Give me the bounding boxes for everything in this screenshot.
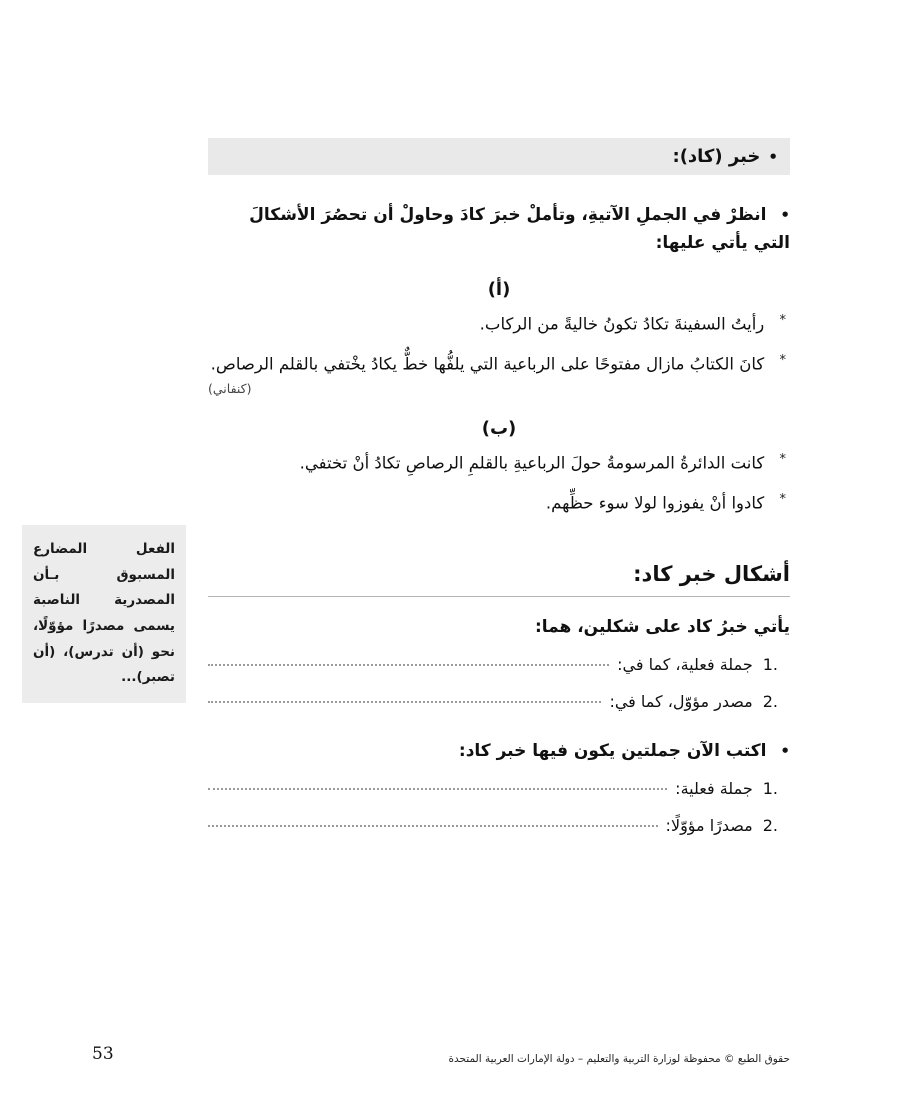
exercise-lead-text: اكتب الآن جملتين يكون فيها خبر كاد:	[458, 741, 767, 762]
bullet-marker: •	[780, 742, 790, 761]
example-sentence-text: كانت الدائرةُ المرسومةُ حولَ الرباعيةِ بالقلمِ الرصاصِ تكادُ أنْ تختفي.	[299, 453, 765, 473]
answer-blank-line[interactable]	[208, 825, 658, 827]
item-label: جملة فعلية، كما في:	[617, 655, 753, 675]
answer-blank-line[interactable]	[208, 664, 609, 666]
section-header-title: خبر (كاد):	[672, 146, 761, 167]
group-a-label: (أ)	[487, 279, 511, 301]
item-number: 2.	[762, 692, 778, 712]
forms-section-lead: يأتي خبرُ كاد على شكلين، هما:	[534, 617, 790, 638]
group-b-label: (ب)	[481, 418, 517, 440]
intro-line	[208, 201, 790, 257]
asterisk-marker: *	[779, 352, 786, 368]
list-item	[208, 779, 790, 798]
section-divider	[208, 596, 790, 597]
copyright-footer: حقوق الطبع © محفوظة لوزارة التربية والتعليم – دولة الإمارات العربية المتحدة	[448, 1053, 790, 1065]
list-item	[208, 816, 790, 835]
item-number: 1.	[762, 655, 778, 675]
exercise-lead-line	[208, 741, 790, 761]
example-sentence	[208, 350, 790, 380]
margin-note-box: الفعل المضارع المسبوق بـأن المصدرية الناصبة يسمى مصدرًا مؤوّلًا، نحو (أن تدرس)، (أن تصبر)...	[22, 525, 186, 703]
list-item	[208, 655, 790, 674]
bullet-marker: •	[768, 147, 778, 166]
answer-blank-line[interactable]	[208, 788, 667, 790]
example-sentence	[208, 449, 790, 479]
asterisk-marker: *	[779, 491, 786, 507]
item-label: مصدر مؤوّل، كما في:	[609, 692, 753, 712]
page-number: 53	[92, 1044, 114, 1064]
example-sentence-text: كانَ الكتابُ مازال مفتوحًا على الرباعية التي يلفُّها خطٌّ يكادُ يخْتفي بالقلم الرصاص.	[210, 354, 765, 374]
answer-blank-line[interactable]	[208, 701, 601, 703]
example-sentence-text: كادوا أنْ يفوزوا لولا سوء حظِّهم.	[545, 493, 765, 513]
bullet-marker: •	[780, 206, 790, 224]
main-content-column	[208, 138, 790, 835]
item-label: مصدرًا مؤوّلًا:	[665, 816, 753, 836]
item-number: 2.	[762, 816, 778, 836]
item-number: 1.	[762, 779, 778, 799]
forms-section-title: أشكال خبر كاد:	[633, 562, 790, 587]
intro-text: انظرْ في الجملِ الآتيةِ، وتأملْ خبرَ كادَ وحاولْ أن تحصُرَ الأشكالَ التي يأتي عليها:	[249, 205, 790, 254]
list-item	[208, 692, 790, 711]
asterisk-marker: *	[779, 452, 786, 468]
item-label: جملة فعلية:	[675, 779, 753, 799]
asterisk-marker: *	[779, 313, 786, 329]
example-sentence-text: رأيتُ السفينةَ تكادُ تكونُ خاليةً من الركاب.	[479, 314, 765, 334]
section-header-bar	[208, 138, 790, 175]
example-sentence	[208, 310, 790, 340]
author-attribution: (كنفاني)	[208, 381, 252, 397]
example-sentence	[208, 489, 790, 519]
